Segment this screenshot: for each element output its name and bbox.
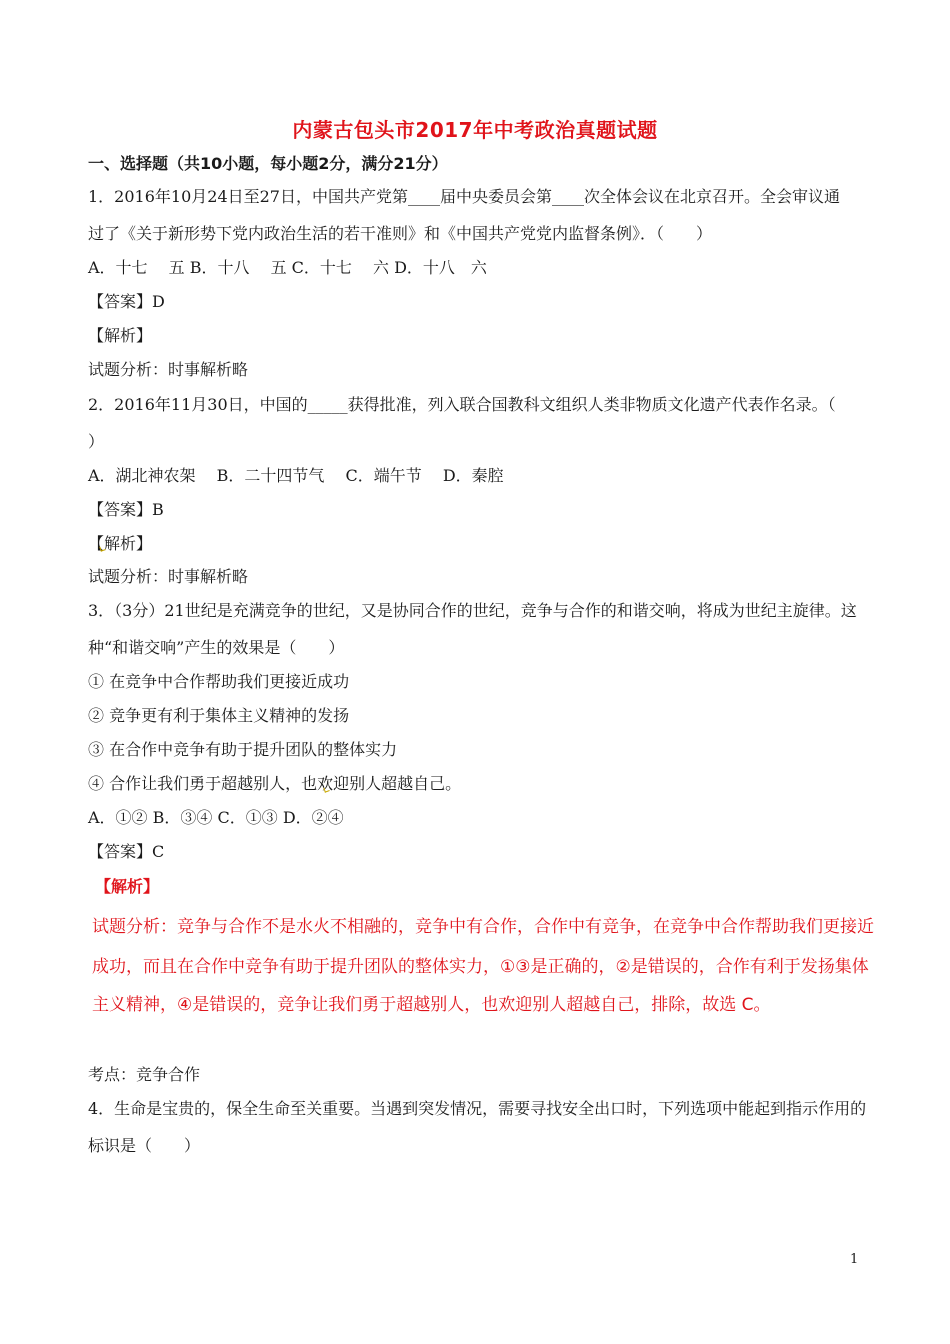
document-title: 内蒙古包头市2017年中考政治真题试题 — [292, 118, 658, 142]
q3-statement-3: ③ 在合作中竞争有助于提升团队的整体实力 — [88, 740, 398, 759]
page-number: 1 — [850, 1252, 859, 1267]
q4-stem-line2: 标识是（ ） — [88, 1136, 201, 1155]
q3-stem-line1: 3．（3分）21世纪是充满竞争的世纪，又是协同合作的世纪，竞争与合作的和谐交响，将成为世纪主旋律。这 — [88, 601, 857, 620]
q3-answer: 【答案】C — [88, 842, 165, 861]
q1-analysis-label: 【解析】 — [88, 326, 153, 345]
q2-analysis-label: 【解析】 — [88, 534, 153, 553]
q1-stem-line2: 过了《关于新形势下党内政治生活的若干准则》和《中国共产党党内监督条例》．（ ） — [88, 224, 713, 243]
q3-analysis-line3: 主义精神，④是错误的，竞争让我们勇于超越别人，也欢迎别人超越自己，排除，故选 C。 — [92, 995, 771, 1015]
section-header: 一、选择题（共10小题，每小题2分，满分21分） — [88, 154, 448, 173]
q2-analysis: 试题分析：时事解析略 — [88, 567, 249, 586]
q1-analysis: 试题分析：时事解析略 — [88, 360, 249, 379]
q3-options: A．①② B．③④ C．①③ D．②④ — [88, 808, 344, 827]
q1-options: A．十七 五 B．十八 五 C．十七 六 D．十八 六 — [88, 258, 487, 277]
q4-stem-line1: 4．生命是宝贵的，保全生命至关重要。当遇到突发情况，需要寻找安全出口时，下列选项中能起到指示作用的 — [88, 1099, 867, 1118]
q2-stem-line2: ） — [88, 432, 105, 451]
q3-analysis-line1: 试题分析：竞争与合作不是水火不相融的，竞争中有合作，合作中有竞争，在竞争中合作帮助我们更接近 — [92, 917, 874, 937]
q3-statement-2: ② 竞争更有利于集体主义精神的发扬 — [88, 706, 350, 725]
q2-answer: 【答案】B — [88, 500, 164, 519]
q2-options: A．湖北神农架 B．二十四节气 C．端午节 D．秦腔 — [88, 466, 504, 485]
q3-kaodian: 考点：竞争合作 — [88, 1065, 201, 1084]
q1-answer: 【答案】D — [88, 292, 165, 311]
q3-analysis-line2: 成功，而且在合作中竞争有助于提升团队的整体实力，①③是正确的，②是错误的，合作有利于发扬集体 — [92, 957, 869, 977]
q2-stem-line1: 2．2016年11月30日，中国的_____获得批准，列入联合国教科文组织人类非物质文化遗产代表作名录。（ — [88, 395, 836, 414]
q3-stem-line2: 种“和谐交响”产生的效果是（ ） — [88, 638, 345, 657]
q3-statement-1: ① 在竞争中合作帮助我们更接近成功 — [88, 672, 350, 691]
q1-stem-line1: 1．2016年10月24日至27日，中国共产党第____届中央委员会第____次全体会议在北京召开。全会审议通 — [88, 187, 840, 206]
q3-analysis-label: 【解析】 — [95, 877, 160, 896]
q3-statement-4: ④ 合作让我们勇于超越别人，也欢迎别人超越自己。 — [88, 774, 462, 793]
